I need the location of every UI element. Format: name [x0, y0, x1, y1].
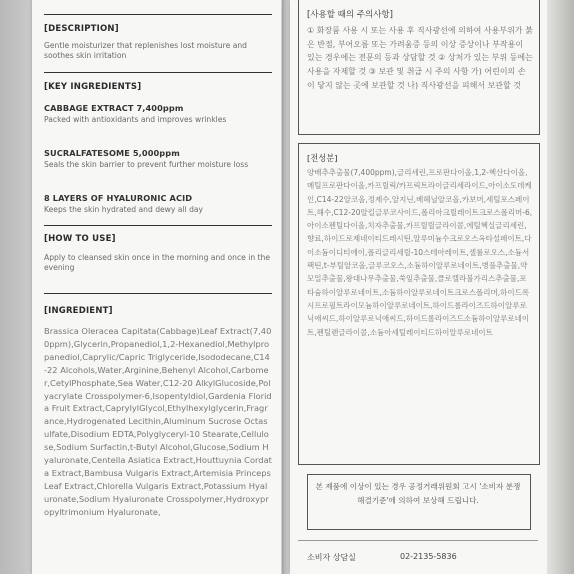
key-item-text: Packed with antioxidants and improves wrinkles	[44, 115, 227, 124]
contact-label: 소비자 상담실	[307, 553, 356, 562]
box-fold-line	[282, 0, 290, 574]
how-to-use-header: [HOW TO USE]	[44, 234, 116, 244]
key-ingredients-header: [KEY INGREDIENTS]	[44, 82, 142, 92]
english-label-panel	[32, 0, 281, 574]
box-edge-strip	[547, 0, 574, 574]
divider	[44, 293, 272, 294]
ingredient-list: Brassica Oleracea Capitata(Cabbage)Leaf Extract(7,400ppm),Glycerin,Propanediol,1,2-Hexanediol,Methylpropanediol,Caprylic/Capric Triglyceride,Isododecane,C14-22 Alcohols,Water,Arginine,Behenyl Alcohol,Carbomer,CetylPhosphate,Sea Water,C12-20 AlkylGlucoside,Polyacrylate Crosspolymer-6,Isopentyldiol,Gardenia Florida Fruit Extract,CaprylylGlycol,Ethylhexylglycerin,Fragrance,Hydrogenated Lecithin,Aluminum Sucrose Octasulfate,Disodium EDTA,Polyglyceryl-10 Stearate,Cellulose,Sodium Surfactin,t-Butyl Alcohol,Glucose,Sodium Hyaluronate,Centella Asiatica Extract,Houttuynia Cordata Extract,Bambusa Vulgaris Extract,Artemisia Princeps Leaf Extract,Chlorella Vulgaris Extract,Potassium Hyaluronate,Sodium Hyaluronate Crosspolymer,Hydroxypropyltrimonium Hyaluronate,	[44, 326, 272, 517]
description-text: Gentle moisturizer that replenishes lost moisture and soothes skin irritation	[44, 41, 247, 61]
contact-rule	[298, 540, 538, 541]
ingredient-header: [INGREDIENT]	[44, 306, 113, 316]
key-item-text: Seals the skin barrier to prevent further moisture loss	[44, 160, 249, 169]
divider	[44, 72, 272, 73]
caution-header: [사용할 때의 주의사항]	[307, 10, 393, 20]
key-item-text: Keeps the skin hydrated and dewy all day	[44, 205, 204, 214]
top-rule	[44, 14, 272, 15]
key-item-title: CABBAGE EXTRACT 7,400ppm	[44, 103, 184, 113]
korean-ingredients-list: 양배추추출물(7,400ppm),글리세린,프로판다이올,1,2-헥산다이올,메틸프로판다이올,카프릴릭/카프릭트라이글리세라이드,아이소도데케인,C14-22알코올,정제수,알지닌,베헤닐알코올,카보머,세틸포스페이트,해수,C12-20알킬글루코사이드,폴리아크릴레이트크로스폴리머-6,아이소펜틸다이올,치자추출물,카프릴릴글라이콜,에틸헥실글리세린,향료,하이드로제네이티드레시틴,알루미늄수크로오스옥타설페이트,다이소듐이디티에이,폴리글리세릴-10스테아레이트,셀룰로오스,소듐서팩틴,t-부틸알코올,글루코오스,소듐하이알루로네이트,병풀추출물,약모밀추출물,왕대나무추출물,쑥잎추출물,클로렐라불가리스추출물,포타슘하이알루로네이트,소듐하이알루로네이트크로스폴리머,하이드록시프로필트라이모늄하이알루로네이트,하이드롤라이즈드하이알루로닉애씨드,하이알루로닉애씨드,하이드롤라이즈드소듐하이알루로네이트,펜틸렌글라이콜,소듐아세틸레이티드하이알루로네이트	[307, 168, 533, 337]
key-item-title: 8 LAYERS OF HYALURONIC ACID	[44, 193, 193, 203]
contact-phone: 02-2135-5836	[400, 552, 457, 561]
description-header: [DESCRIPTION]	[44, 24, 119, 34]
notice-text: 본 제품에 이상이 있는 경우 공정거래위원회 고시 '소비자 분쟁 해결기준'에 의하여 보상해 드립니다.	[315, 482, 521, 505]
key-item-title: SUCRALFATESOME 5,000ppm	[44, 148, 180, 158]
divider	[44, 225, 272, 226]
korean-ingredients-header: [전성분]	[307, 153, 338, 163]
korean-label-panel	[290, 0, 547, 574]
how-to-use-text: Apply to cleansed skin once in the morning and once in the evening	[44, 253, 271, 273]
caution-header-text: 사용할 때의 주의사항	[310, 10, 390, 20]
caution-text: ① 화장품 사용 시 또는 사용 후 직사광선에 의하여 사용부위가 붉은 반점, 부어오름 또는 가려움증 등의 이상 증상이나 부작용이 있는 경우에는 전문의 등과 상담할 것 ② 상처가 있는 부위 등에는 사용을 자제할 것 ③ 보관 및 취급 시 주의 사항 가) 어린이의 손이 닿지 않는 곳에 보관할 것 나) 직사광선을 피해서 보관할 것	[307, 26, 533, 90]
